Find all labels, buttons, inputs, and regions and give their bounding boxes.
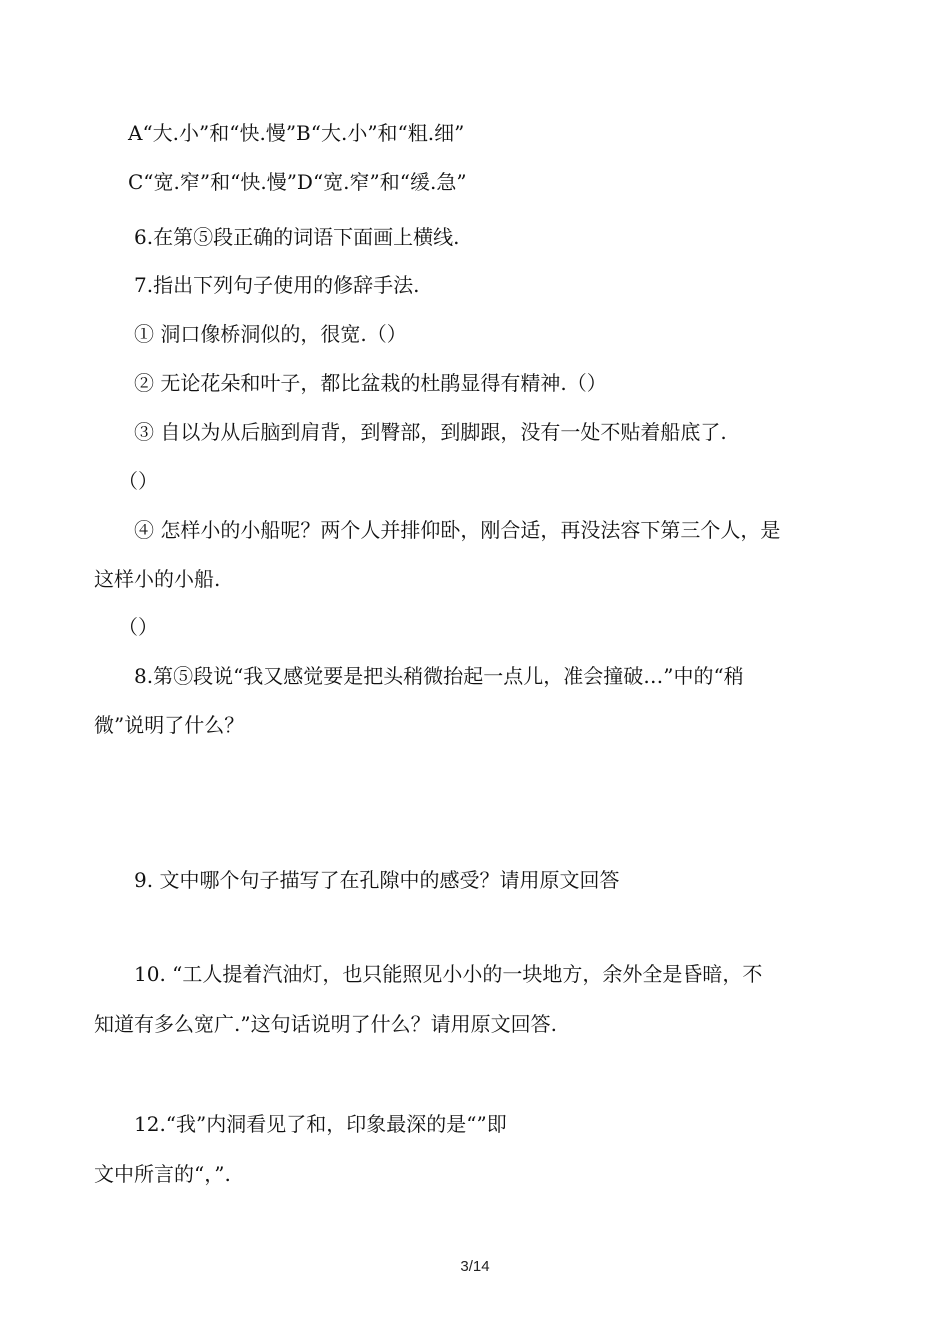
question-12: 12.“我”内洞看见了和，印象最深的是“”即: [134, 1112, 507, 1136]
question-10-continued: 知道有多么宽广.”这句话说明了什么？请用原文回答.: [94, 1012, 557, 1036]
question-9: 9. 文中哪个句子描写了在孔隙中的感受？请用原文回答: [134, 868, 620, 892]
answer-blank: （）: [118, 469, 158, 493]
question-7: 7.指出下列句子使用的修辞手法.: [134, 273, 420, 297]
option-line-ab: A“大.小”和“快.慢”B“大.小”和“粗.细”: [128, 121, 465, 145]
question-8: 8.第⑤段说“我又感觉要是把头稍微抬起一点儿，准会撞破…”中的“稍: [134, 664, 744, 688]
question-7-item-3: ③ 自以为从后脑到肩背，到臀部，到脚跟，没有一处不贴着船底了.: [134, 420, 727, 444]
question-10: 10. “工人提着汽油灯，也只能照见小小的一块地方，余外全是昏暗，不: [134, 962, 763, 986]
question-7-item-4: ④ 怎样小的小船呢？两个人并排仰卧，刚合适，再没法容下第三个人，是: [134, 518, 781, 542]
question-8-continued: 微”说明了什么？: [94, 713, 245, 737]
question-6: 6.在第⑤段正确的词语下面画上横线.: [134, 225, 460, 249]
question-7-item-4-continued: 这样小的小船.: [94, 567, 221, 591]
question-7-item-1: ① 洞口像桥洞似的，很宽.（）: [134, 322, 407, 346]
question-7-item-2: ② 无论花朵和叶子，都比盆栽的杜鹃显得有精神.（）: [134, 371, 607, 395]
page-number: 3/14: [460, 1258, 490, 1275]
option-line-cd: C“宽.窄”和“快.慢”D“宽.窄”和“缓.急”: [128, 170, 467, 194]
question-12-continued: 文中所言的“，”.: [94, 1162, 231, 1186]
answer-blank: （）: [118, 615, 158, 639]
